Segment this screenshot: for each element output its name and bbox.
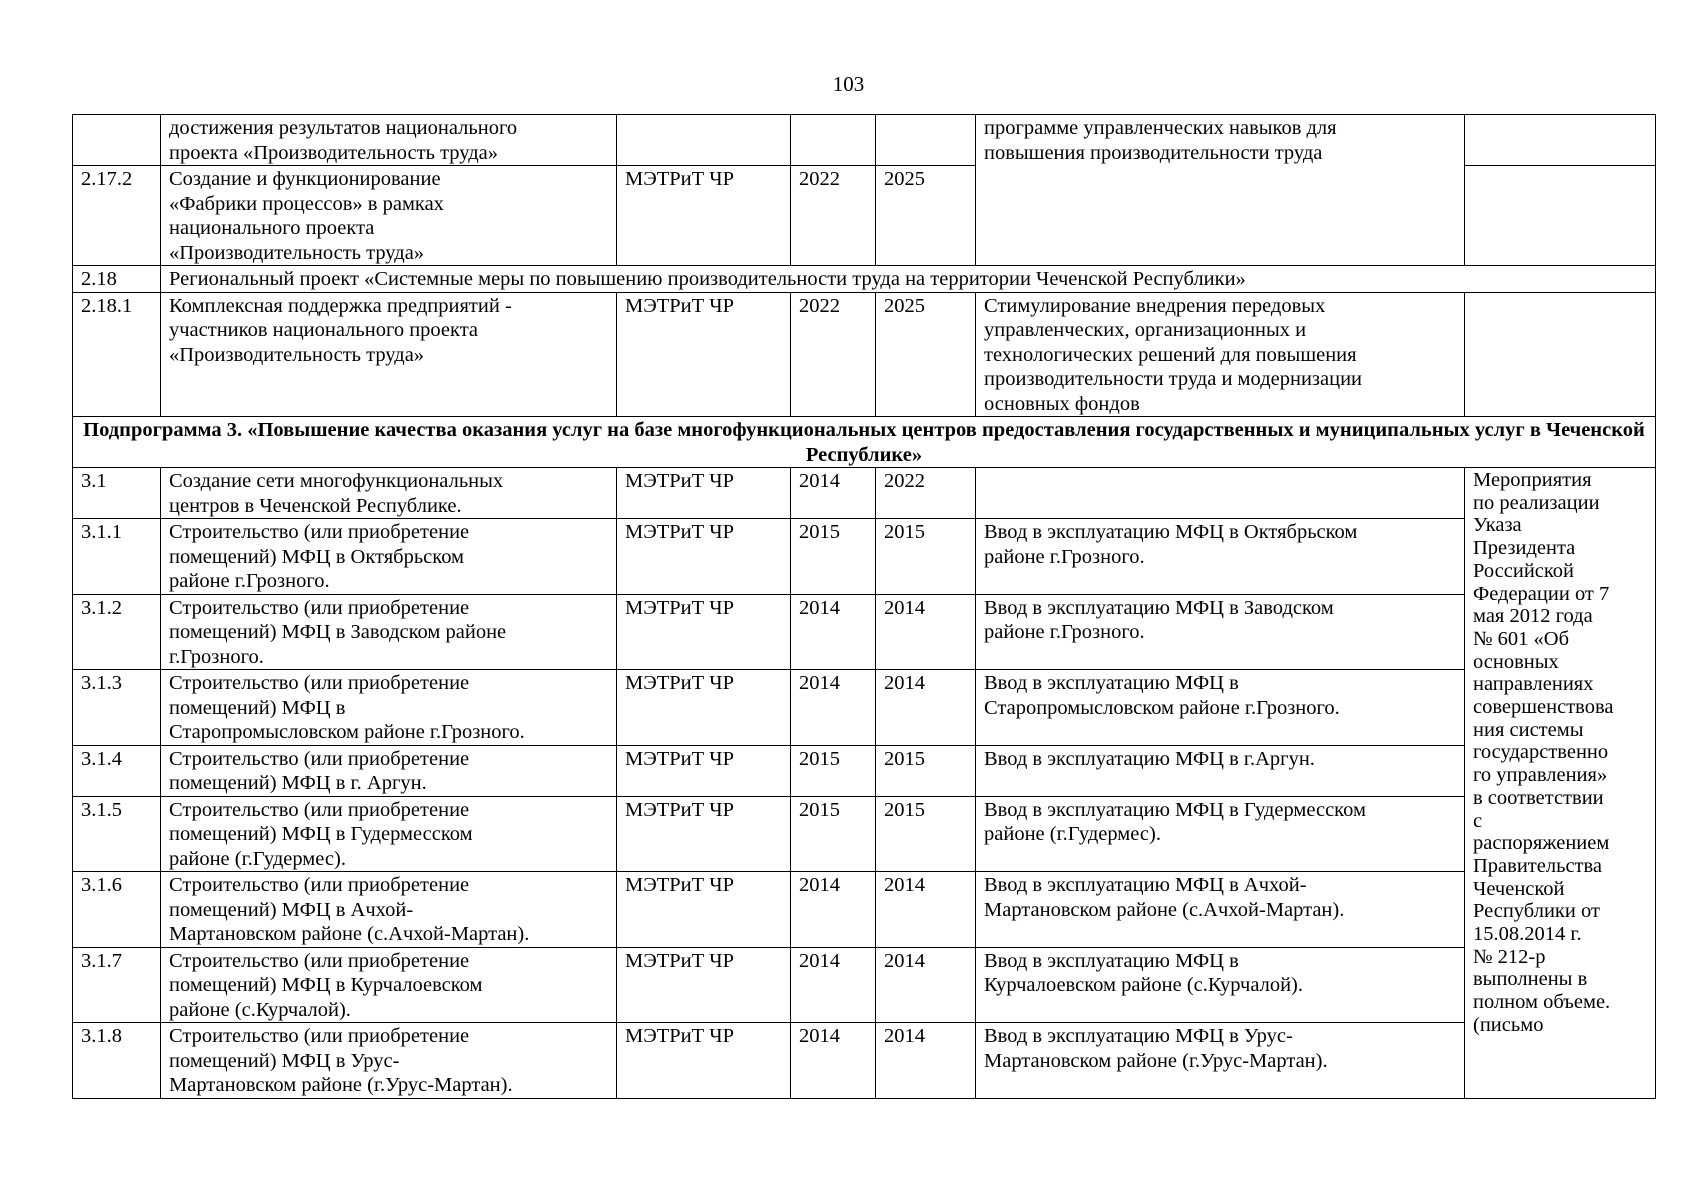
cell-start: 2014 [791, 872, 876, 948]
cell-end: 2025 [876, 292, 976, 417]
cell-executor: МЭТРиТ ЧР [617, 292, 791, 417]
cell-name: Строительство (или приобретение помещений) МФЦ в Старопромысловском районе г.Грозного. [161, 670, 617, 746]
mfc-rows [73, 468, 1656, 1099]
cell-code: 3.1.7 [73, 947, 161, 1023]
cell-result: программе управленческих навыков для повышения производительности труда [976, 115, 1465, 266]
cell-name: Строительство (или приобретение помещений) МФЦ в Заводском районе г.Грозного. [161, 594, 617, 670]
cell-note [1465, 292, 1656, 417]
cell-code: 3.1.5 [73, 796, 161, 872]
cell-executor: МЭТРиТ ЧР [617, 872, 791, 948]
cell-result [976, 468, 1465, 519]
cell-regional-project-title: Региональный проект «Системные меры по повышению производительности труда на территории Чеченской Республики» [161, 266, 1656, 293]
cell-result: Ввод в эксплуатацию МФЦ в Курчалоевском районе (с.Курчалой). [976, 947, 1465, 1023]
cell-executor: МЭТРиТ ЧР [617, 745, 791, 796]
cell-executor: МЭТРиТ ЧР [617, 519, 791, 595]
cell-name: Строительство (или приобретение помещений) МФЦ в Курчалоевском районе (с.Курчалой). [161, 947, 617, 1023]
cell-end [876, 115, 976, 166]
cell-code [73, 115, 161, 166]
cell-start: 2015 [791, 519, 876, 595]
table-row [73, 947, 1656, 1023]
cell-result: Ввод в эксплуатацию МФЦ в Старопромысловском районе г.Грозного. [976, 670, 1465, 746]
table-body [73, 115, 1656, 468]
cell-result: Ввод в эксплуатацию МФЦ в Ачхой- Мартановском районе (с.Ачхой-Мартан). [976, 872, 1465, 948]
cell-code: 3.1 [73, 468, 161, 519]
table-row [73, 468, 1656, 519]
cell-result: Ввод в эксплуатацию МФЦ в Гудермесском районе (г.Гудермес). [976, 796, 1465, 872]
table-row-continued [73, 115, 1656, 166]
cell-end: 2022 [876, 468, 976, 519]
cell-end: 2014 [876, 947, 976, 1023]
cell-name: Строительство (или приобретение помещений) МФЦ в Урус- Мартановском районе (г.Урус-Мартан). [161, 1023, 617, 1099]
cell-start: 2015 [791, 745, 876, 796]
cell-executor: МЭТРиТ ЧР [617, 166, 791, 266]
table-row-2-18 [73, 266, 1656, 293]
table-row [73, 872, 1656, 948]
cell-start: 2014 [791, 1023, 876, 1099]
cell-executor: МЭТРиТ ЧР [617, 670, 791, 746]
cell-note [1465, 115, 1656, 166]
cell-name: Строительство (или приобретение помещений) МФЦ в Ачхой- Мартановском районе (с.Ачхой-Мартан). [161, 872, 617, 948]
cell-end: 2014 [876, 1023, 976, 1099]
measures-table [72, 114, 1656, 1099]
table-row [73, 1023, 1656, 1099]
table-row [73, 796, 1656, 872]
cell-name: Комплексная поддержка предприятий - участников национального проекта «Производительность труда» [161, 292, 617, 417]
cell-name: Создание и функционирование «Фабрики процессов» в рамках национального проекта «Производительность труда» [161, 166, 617, 266]
cell-code: 3.1.4 [73, 745, 161, 796]
cell-code: 2.17.2 [73, 166, 161, 266]
table-row [73, 670, 1656, 746]
cell-start: 2014 [791, 947, 876, 1023]
cell-executor: МЭТРиТ ЧР [617, 947, 791, 1023]
cell-end: 2014 [876, 670, 976, 746]
cell-name: Строительство (или приобретение помещений) МФЦ в Октябрьском районе г.Грозного. [161, 519, 617, 595]
cell-note-merged: Мероприятия по реализации Указа Президента Российской Федерации от 7 мая 2012 года № 601 «Об основных направлениях совершенствова ния системы государственно го управления» в соответствии с распоряжением Правительства Чеченской Республики от 15.08.2014 г. № 212-р выполнены в полном объеме. (письмо [1465, 468, 1656, 1099]
cell-code: 3.1.2 [73, 594, 161, 670]
cell-end: 2015 [876, 519, 976, 595]
cell-executor: МЭТРиТ ЧР [617, 594, 791, 670]
cell-executor: МЭТРиТ ЧР [617, 1023, 791, 1099]
cell-end: 2014 [876, 872, 976, 948]
cell-name: достижения результатов национального проекта «Производительность труда» [161, 115, 617, 166]
cell-note [1465, 166, 1656, 266]
cell-start: 2022 [791, 166, 876, 266]
cell-code: 3.1.8 [73, 1023, 161, 1099]
cell-start: 2014 [791, 468, 876, 519]
table-row [73, 519, 1656, 595]
cell-start: 2014 [791, 594, 876, 670]
cell-start: 2014 [791, 670, 876, 746]
cell-code: 2.18.1 [73, 292, 161, 417]
table-row-2-18-1 [73, 292, 1656, 417]
cell-name: Строительство (или приобретение помещений) МФЦ в Гудермесском районе (г.Гудермес). [161, 796, 617, 872]
cell-end: 2025 [876, 166, 976, 266]
cell-result: Ввод в эксплуатацию МФЦ в Октябрьском районе г.Грозного. [976, 519, 1465, 595]
cell-executor [617, 115, 791, 166]
cell-name: Создание сети многофункциональных центров в Чеченской Республике. [161, 468, 617, 519]
cell-code: 2.18 [73, 266, 161, 293]
table-row [73, 594, 1656, 670]
cell-end: 2014 [876, 594, 976, 670]
cell-result: Стимулирование внедрения передовых управленческих, организационных и технологических решений для повышения производительности труда и модернизации основных фондов [976, 292, 1465, 417]
table-row [73, 745, 1656, 796]
cell-start: 2015 [791, 796, 876, 872]
cell-result: Ввод в эксплуатацию МФЦ в г.Аргун. [976, 745, 1465, 796]
page-number: 103 [832, 72, 865, 96]
cell-result: Ввод в эксплуатацию МФЦ в Заводском районе г.Грозного. [976, 594, 1465, 670]
cell-executor: МЭТРиТ ЧР [617, 468, 791, 519]
cell-code: 3.1.1 [73, 519, 161, 595]
cell-code: 3.1.3 [73, 670, 161, 746]
cell-end: 2015 [876, 796, 976, 872]
cell-code: 3.1.6 [73, 872, 161, 948]
table-row-subprogram-3 [73, 417, 1656, 468]
cell-start: 2022 [791, 292, 876, 417]
cell-executor: МЭТРиТ ЧР [617, 796, 791, 872]
cell-name: Строительство (или приобретение помещений) МФЦ в г. Аргун. [161, 745, 617, 796]
subprogram-title: Подпрограмма 3. «Повышение качества оказания услуг на базе многофункциональных центров предоставления государственных и муниципальных услуг в Чеченской Республике» [73, 417, 1656, 468]
cell-result: Ввод в эксплуатацию МФЦ в Урус- Мартановском районе (г.Урус-Мартан). [976, 1023, 1465, 1099]
cell-start [791, 115, 876, 166]
cell-end: 2015 [876, 745, 976, 796]
